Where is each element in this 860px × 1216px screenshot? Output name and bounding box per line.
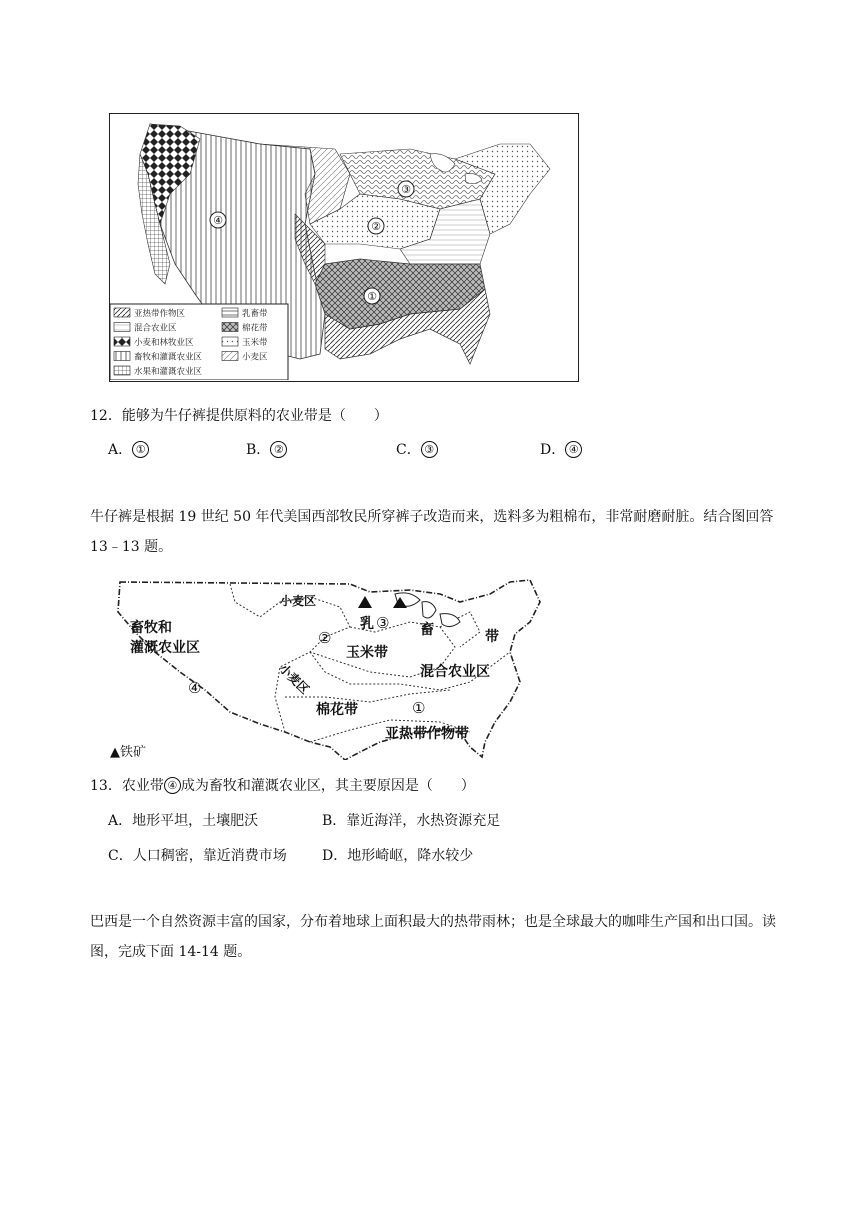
q13-stem-suffix: 成为畜牧和灌溉农业区，其主要原因是（ ） [180,778,475,794]
map2-svg [110,572,564,760]
map2-label-dairy-1: 乳 [360,616,374,632]
map2-label-corn: 玉米带 [346,645,388,661]
q12-option-c-letter: C． [396,442,421,458]
q12-option-c[interactable] [396,439,438,459]
map2-label-mixed: 混合农业区 [420,664,490,680]
map2-label-wheat-mid: 小麦区 [276,661,312,697]
map1-legend-label: 亚热带作物区 [134,309,186,319]
q12-option-b-mark: ② [270,441,287,458]
map1-legend-swatch [222,323,238,332]
map2-legend-iron-ore: ▲铁矿 [110,745,146,760]
map2-label-subtropical: 亚热带作物带 [385,726,469,742]
q12-option-a-letter: A． [108,442,133,458]
map2-marker-4: ④ [188,679,202,697]
svg-text:①: ① [367,290,377,303]
map2-label-ranching-1: 畜牧和 [130,620,172,636]
q13-option-a[interactable]: A．地形平坦，土壤肥沃 [108,813,259,829]
q12-option-b-letter: B． [246,442,271,458]
question-12-stem: 12．能够为牛仔裤提供原料的农业带是（ ） [90,408,388,424]
map1-legend-label: 小麦和林牧业区 [134,338,194,348]
map1-legend-label: 玉米带 [242,338,268,348]
map1-legend-swatch [114,308,130,317]
q13-option-d[interactable]: D．地形崎岖，降水较少 [322,848,474,864]
map2-marker-2: ② [318,629,332,647]
map1-marker-1 [364,288,380,304]
map2-label-cotton: 棉花带 [316,702,358,718]
map1-legend-label: 畜牧和灌溉农业区 [134,352,203,363]
map2-label-wheat-top: 小麦区 [280,594,317,608]
q12-option-d[interactable] [540,439,582,459]
q12-option-b[interactable] [246,439,287,459]
map2-label-dairy-3: 带 [485,629,499,645]
map1-legend-swatch [222,308,238,317]
svg-text:②: ② [371,220,381,233]
intro-paragraph-13: 牛仔裤是根据 19 世纪 50 年代美国西部牧民所穿裤子改造而来，选料多为粗棉布，非常耐磨耐脏。结合图回答 13﹣13 题。 [90,509,774,555]
map1-legend-swatch [114,352,130,361]
q13-option-c[interactable]: C．人口稠密，靠近消费市场 [108,848,287,864]
agriculture-belt-map-1 [109,113,579,382]
map1-svg [110,114,577,380]
map1-legend-swatch [222,337,238,346]
svg-text:③: ③ [401,183,411,196]
map1-marker-2 [368,218,384,234]
map1-legend-swatch [114,323,130,332]
map1-marker-4 [210,212,226,228]
map2-marker-3: ③ [376,614,390,632]
map2-label-ranching-2: 灌溉农业区 [130,640,200,656]
map1-legend-label: 乳畜带 [242,309,268,319]
q13-stem-prefix: 13．农业带 [90,778,164,794]
map1-legend-label: 混合农业区 [134,323,177,334]
map1-legend-swatch [114,366,130,375]
map1-legend-label: 棉花带 [242,323,268,334]
map2-label-dairy-2: 畜 [420,622,434,638]
map1-legend-label: 水果和灌溉农业区 [134,367,203,377]
map1-legend-swatch [114,337,130,346]
map1-marker-3 [398,181,414,197]
agriculture-belt-map-2 [110,572,564,760]
q12-option-a[interactable] [108,439,149,459]
q13-option-b[interactable]: B．靠近海洋，水热资源充足 [322,813,501,829]
q13-stem-mark: ④ [164,777,181,794]
svg-text:④: ④ [213,214,223,227]
map1-legend-swatch [222,352,238,361]
iron-ore-marker-1 [358,596,372,608]
map1-legend-label: 小麦区 [242,352,268,363]
intro-paragraph-14: 巴西是一个自然资源丰富的国家，分布着地球上面积最大的热带雨林；也是全球最大的咖啡生产国和出口国。读图，完成下面 14-14 题。 [90,914,776,960]
question-13-stem [90,775,475,795]
q12-option-d-letter: D． [540,442,566,458]
map2-marker-1: ① [412,699,426,717]
q12-option-a-mark: ① [132,441,149,458]
q12-option-c-mark: ③ [421,441,438,458]
q12-option-d-mark: ④ [565,441,582,458]
